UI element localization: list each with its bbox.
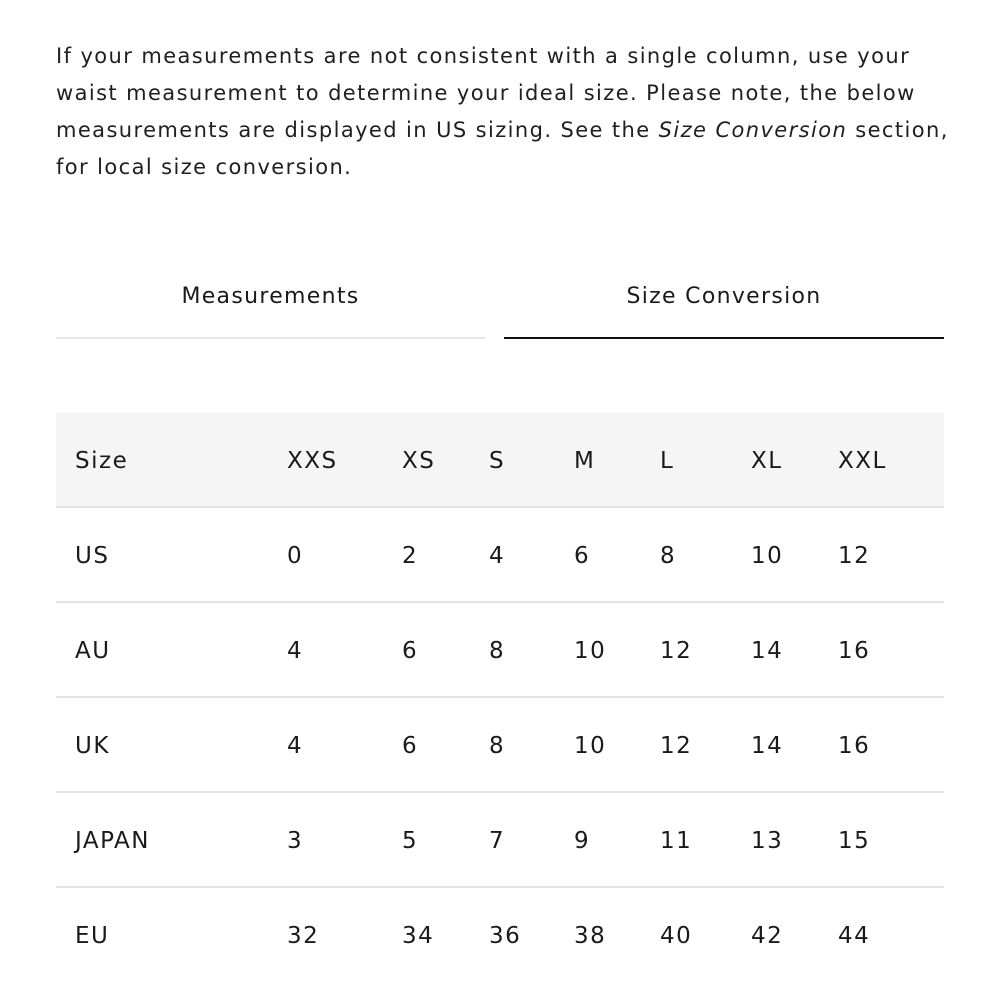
tab-size-conversion-label: Size Conversion <box>626 284 822 309</box>
table-cell: 6 <box>574 543 591 569</box>
tab-size-conversion-underline <box>504 337 944 339</box>
table-cell: AU <box>75 638 111 664</box>
table-cell: US <box>75 543 110 569</box>
tab-measurements[interactable] <box>56 270 485 340</box>
table-header-row <box>56 413 944 508</box>
table-cell: 8 <box>660 543 677 569</box>
table-cell: 14 <box>751 733 784 759</box>
table-cell: 10 <box>751 543 784 569</box>
intro-text-before: If your measurements are not consistent with a single column, use your waist measurement to determine your ideal size. Please note, the below measurements are displayed in US sizing. See the <box>56 44 916 142</box>
table-header-cell: L <box>660 448 675 474</box>
table-cell: 11 <box>660 828 693 854</box>
table-cell: 16 <box>838 733 871 759</box>
tab-measurements-label: Measurements <box>181 284 360 309</box>
table-cell: 40 <box>660 923 693 949</box>
table-cell: 4 <box>287 733 304 759</box>
table-cell: 34 <box>402 923 435 949</box>
table-cell: 5 <box>402 828 419 854</box>
intro-size-conversion-emphasis: Size Conversion <box>658 118 848 142</box>
table-cell: 6 <box>402 733 419 759</box>
table-row-au <box>56 603 944 698</box>
table-cell: 2 <box>402 543 419 569</box>
table-cell: 12 <box>660 733 693 759</box>
table-cell: 10 <box>574 638 607 664</box>
table-cell: 12 <box>660 638 693 664</box>
table-cell: 8 <box>489 638 506 664</box>
size-conversion-table <box>56 413 944 981</box>
table-cell: 4 <box>287 638 304 664</box>
table-cell: 0 <box>287 543 304 569</box>
table-cell: 3 <box>287 828 304 854</box>
table-header-cell: XXL <box>838 448 887 474</box>
table-cell: 44 <box>838 923 871 949</box>
table-cell: EU <box>75 923 110 949</box>
table-cell: 16 <box>838 638 871 664</box>
table-header-cell: M <box>574 448 596 474</box>
table-header-cell: XXS <box>287 448 338 474</box>
table-cell: 15 <box>838 828 871 854</box>
table-cell: 7 <box>489 828 506 854</box>
table-cell: 8 <box>489 733 506 759</box>
tab-measurements-underline <box>56 337 485 339</box>
size-guide-tabs <box>56 270 944 340</box>
table-cell: 6 <box>402 638 419 664</box>
table-header-cell: XL <box>751 448 783 474</box>
table-cell: 13 <box>751 828 784 854</box>
table-cell: 38 <box>574 923 607 949</box>
intro-paragraph <box>56 38 956 186</box>
table-cell: 14 <box>751 638 784 664</box>
table-cell: 36 <box>489 923 522 949</box>
table-cell: 12 <box>838 543 871 569</box>
table-row-us <box>56 508 944 603</box>
table-cell: 9 <box>574 828 591 854</box>
table-row-uk <box>56 698 944 793</box>
intro-text-after: section, for local size conversion. <box>56 118 949 179</box>
table-cell: 32 <box>287 923 320 949</box>
tab-size-conversion[interactable] <box>504 270 944 340</box>
table-cell: JAPAN <box>75 828 150 854</box>
table-row-japan <box>56 793 944 888</box>
table-header-cell: Size <box>75 448 129 474</box>
table-header-cell: XS <box>402 448 436 474</box>
table-cell: UK <box>75 733 110 759</box>
table-cell: 10 <box>574 733 607 759</box>
table-cell: 4 <box>489 543 506 569</box>
table-row-eu <box>56 888 944 981</box>
table-header-cell: S <box>489 448 506 474</box>
table-cell: 42 <box>751 923 784 949</box>
